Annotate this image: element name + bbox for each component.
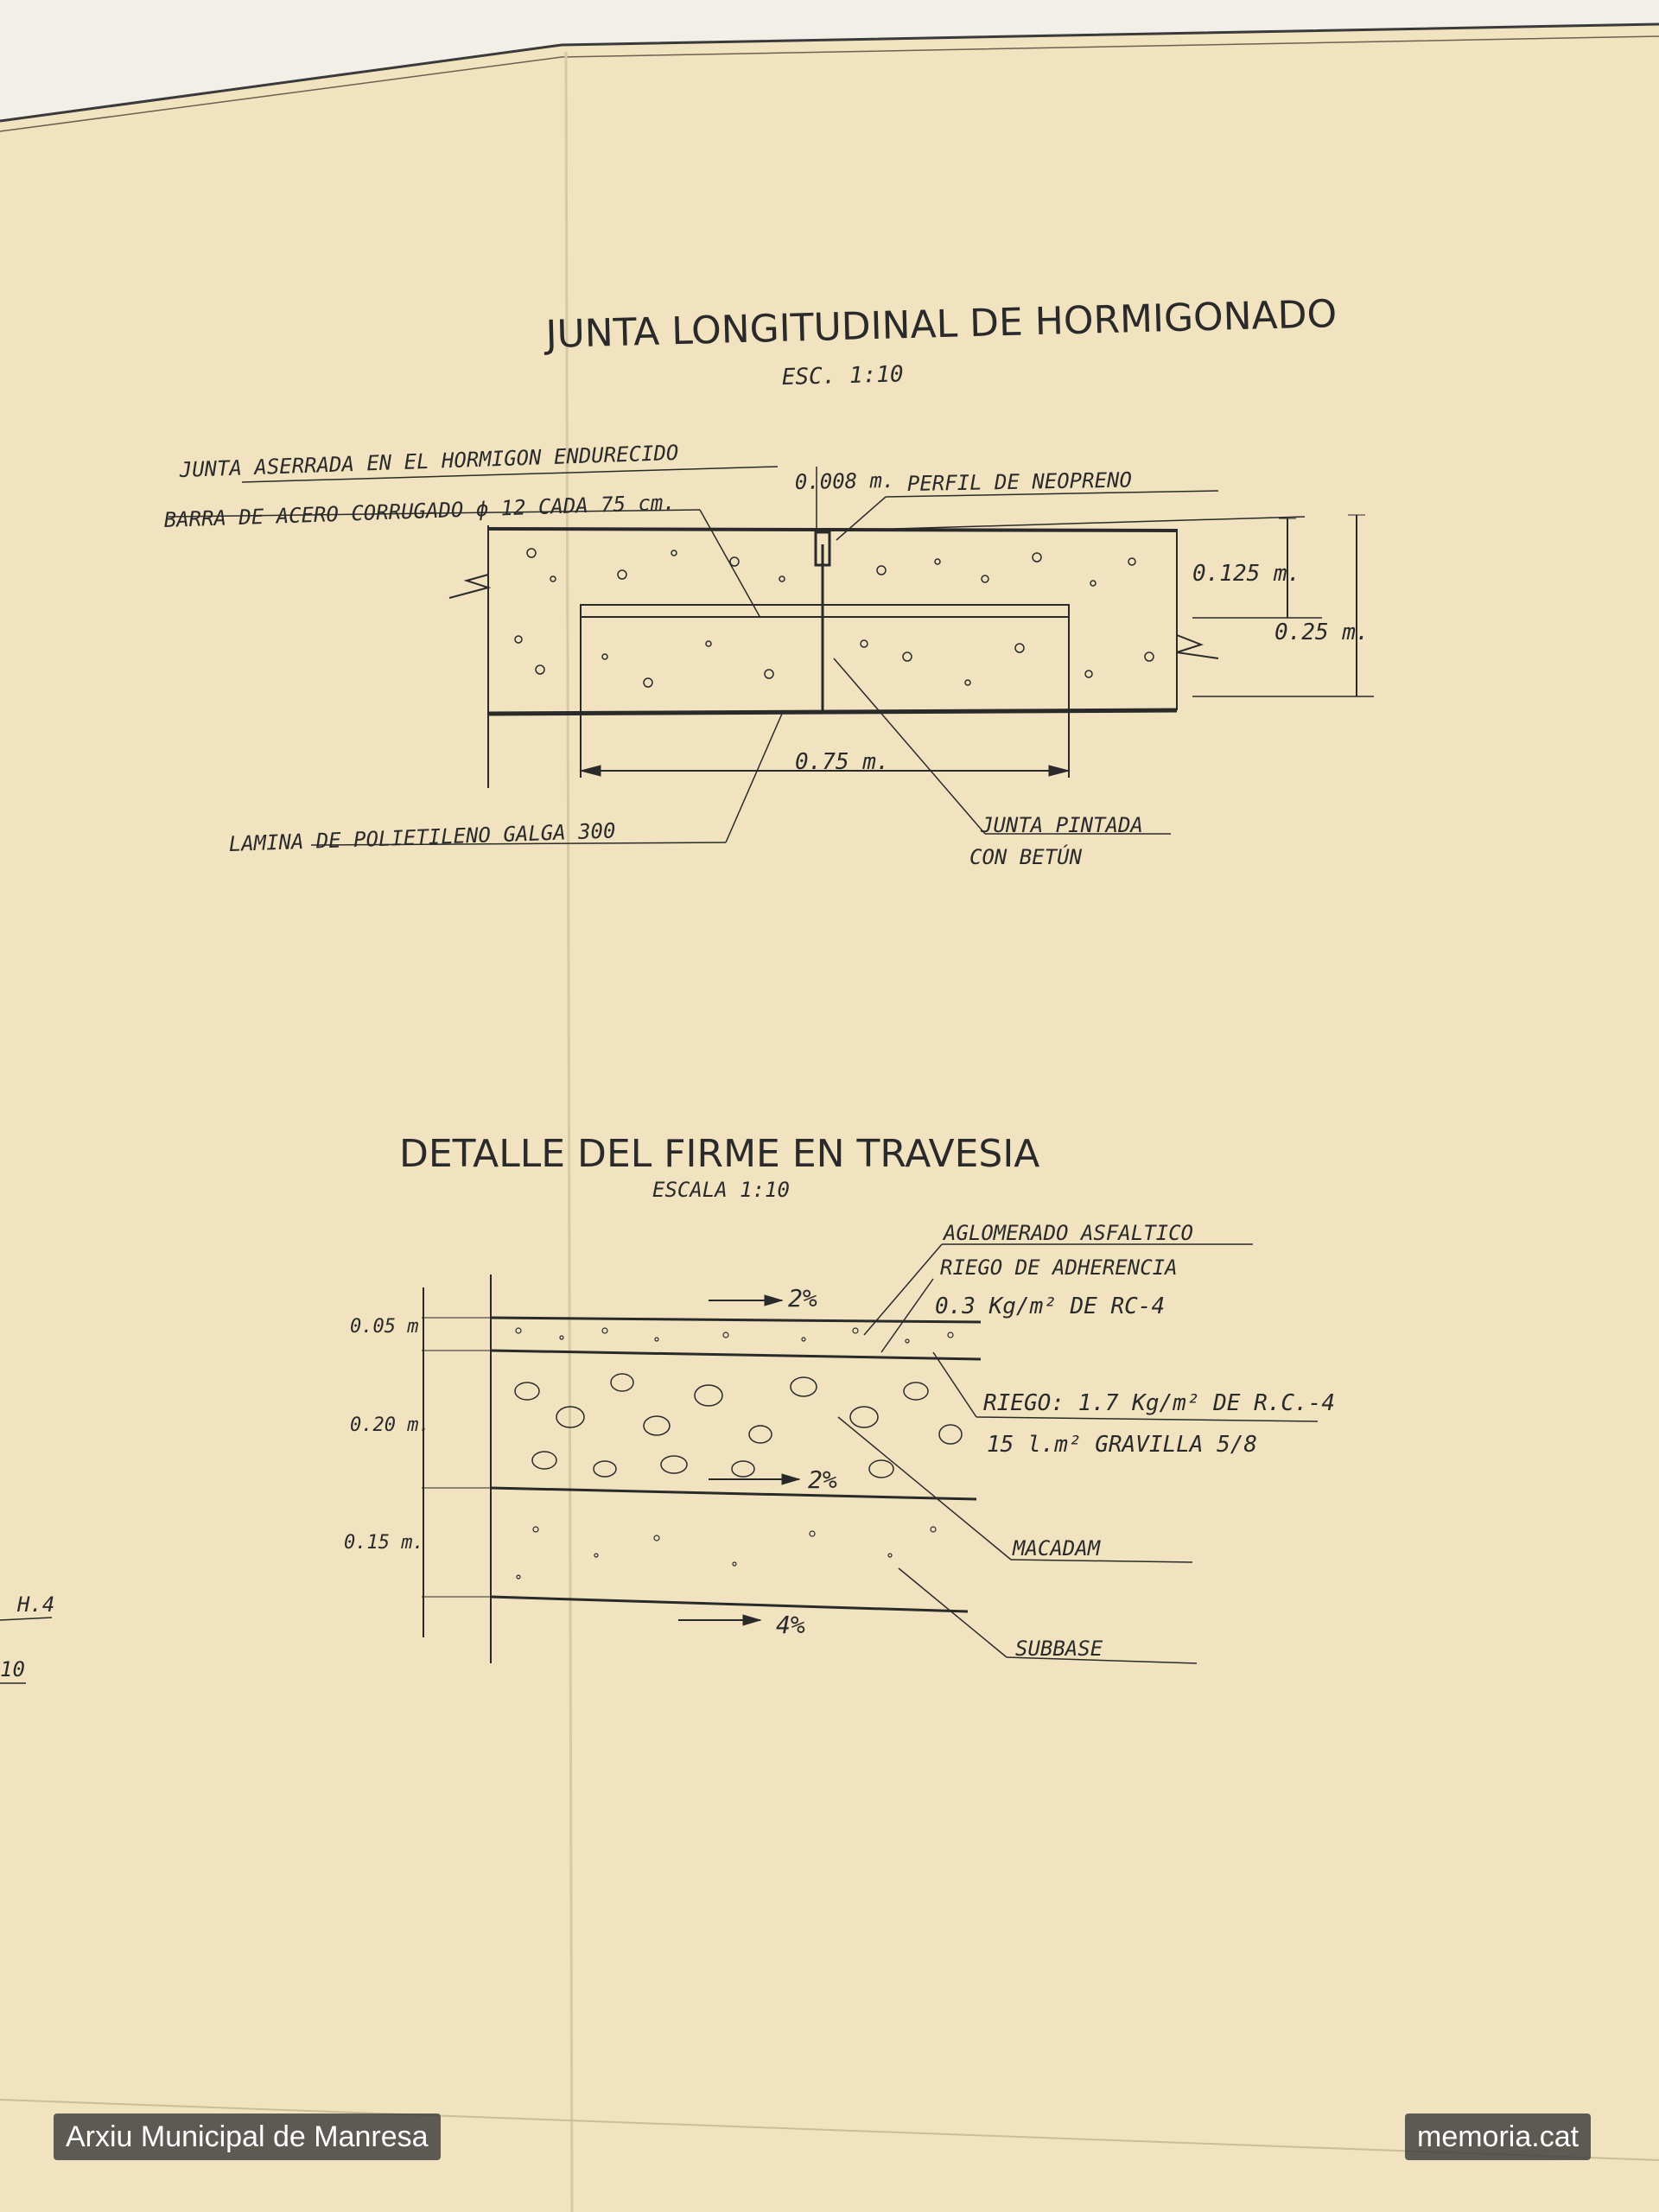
- pavement-title: DETALLE DEL FIRME EN TRAVESIA: [399, 1132, 1040, 1176]
- dim-bar: 0.75 m.: [795, 749, 890, 775]
- left-fragment-1: H.4: [17, 1592, 55, 1617]
- label-tack-2: 0.3 Kg/m² DE RC-4: [935, 1294, 1166, 1319]
- joint-title: JUNTA LONGITUDINAL DE HORMIGONADO: [544, 292, 1338, 357]
- label-sawn-joint: JUNTA ASERRADA EN EL HORMIGON ENDURECIDO: [179, 440, 679, 482]
- slope-top: 2%: [788, 1284, 817, 1313]
- label-asphalt: AGLOMERADO ASFALTICO: [944, 1221, 1193, 1245]
- slope-bot: 4%: [776, 1611, 805, 1639]
- label-subbase: SUBBASE: [1015, 1637, 1103, 1661]
- slope-mid: 2%: [808, 1465, 837, 1494]
- label-seal-1: RIEGO: 1.7 Kg/m² DE R.C.-4: [983, 1390, 1335, 1416]
- dim-bot: 0.15 m.: [344, 1532, 424, 1554]
- label-tack-1: RIEGO DE ADHERENCIA: [940, 1255, 1178, 1280]
- label-gap: 0.008 m.: [794, 467, 895, 494]
- label-bar: BARRA DE ACERO CORRUGADO ϕ 12 CADA 75 cm.: [163, 490, 677, 532]
- joint-scale: ESC. 1:10: [781, 361, 905, 391]
- dim-mid: 0.20 m.: [350, 1414, 430, 1436]
- pavement-scale: ESCALA 1:10: [652, 1178, 790, 1202]
- archive-watermark: Arxiu Municipal de Manresa: [54, 2113, 441, 2160]
- label-seal-2: 15 l.m² GRAVILLA 5/8: [987, 1432, 1258, 1458]
- label-neoprene: PERFIL DE NEOPRENO: [906, 467, 1133, 496]
- dim-half: 0.125 m.: [1192, 561, 1301, 587]
- left-fragment-2: 10: [0, 1657, 25, 1681]
- label-polyethylene: LAMINA DE POLIETILENO GALGA 300: [228, 818, 616, 856]
- label-painted-1: JUNTA PINTADA: [981, 813, 1143, 837]
- dim-full: 0.25 m.: [1274, 620, 1370, 645]
- site-watermark: memoria.cat: [1405, 2113, 1591, 2160]
- label-painted-2: CON BETÚN: [969, 845, 1083, 869]
- label-macadam: MACADAM: [1013, 1536, 1101, 1560]
- dim-top: 0.05 m: [350, 1316, 419, 1338]
- paper: [0, 24, 1659, 2212]
